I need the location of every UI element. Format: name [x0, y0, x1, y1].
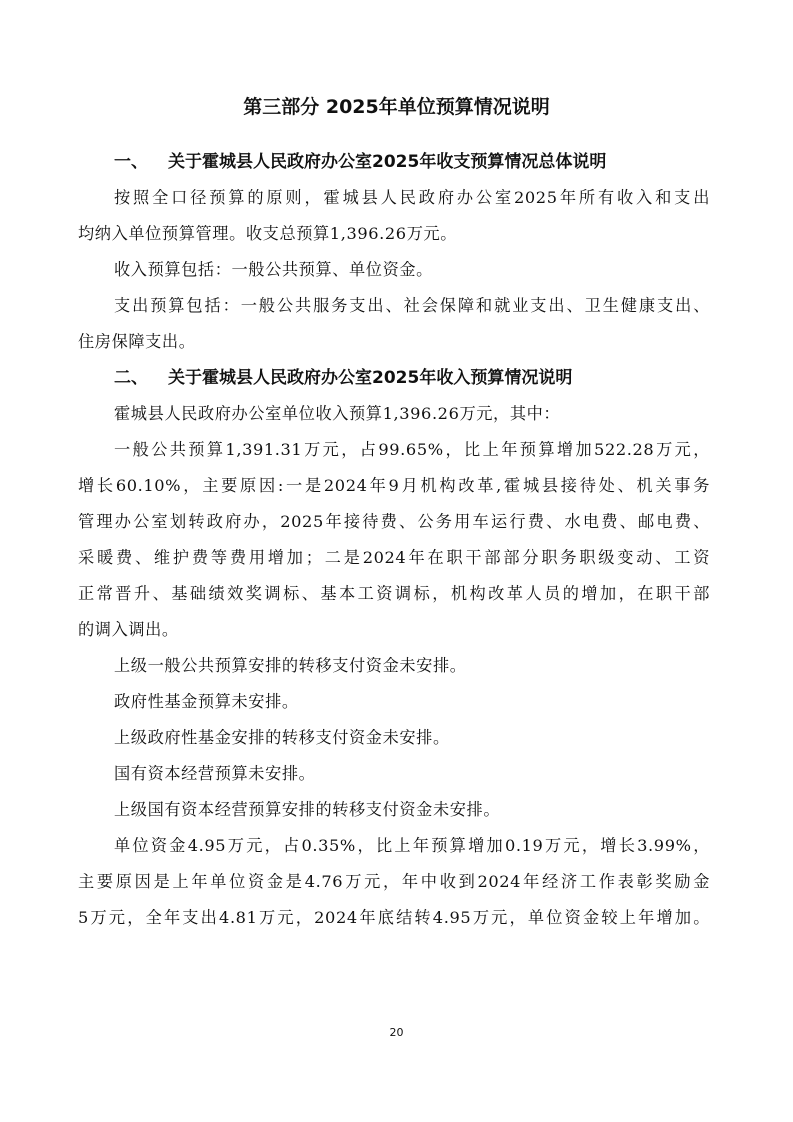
section-1-paragraph-2: 收入预算包括：一般公共预算、单位资金。	[114, 260, 433, 279]
section-2-paragraph-5: 上级政府性基金安排的转移支付资金未安排。	[114, 728, 450, 747]
section-2-paragraph-6: 国有资本经营预算未安排。	[114, 764, 316, 783]
section-2-paragraph-2-line-6: 的调入调出。	[78, 620, 179, 639]
section-1-heading	[78, 144, 710, 180]
document-body	[78, 144, 710, 936]
section-2-paragraph-2-line-2: 增长60.10%，主要原因:一是2024年9月机构改革,霍城县接待处、机关事务	[78, 476, 710, 495]
section-2-paragraph-2-line-5: 正常晋升、基础绩效奖调标、基本工资调标，机构改革人员的增加，在职干部	[78, 584, 710, 603]
page-number: 20	[389, 1026, 404, 1039]
section-1-paragraph-3-line-2: 住房保障支出。	[78, 332, 196, 351]
section-2-heading	[78, 360, 710, 396]
section-2-title: 关于霍城县人民政府办公室2025年收入预算情况说明	[168, 368, 573, 388]
section-1-paragraph-1-line-1: 按照全口径预算的原则，霍城县人民政府办公室2025年所有收入和支出	[114, 188, 710, 207]
section-2-paragraph-2-line-4: 采暖费、维护费等费用增加；二是2024年在职干部部分职务职级变动、工资	[78, 548, 710, 567]
document-title: 第三部分 2025年单位预算情况说明	[243, 96, 550, 118]
section-2-paragraph-8-line-2: 主要原因是上年单位资金是4.76万元，年中收到2024年经济工作表彰奖励金	[78, 872, 710, 891]
section-2-paragraph-8-line-1: 单位资金4.95万元，占0.35%，比上年预算增加0.19万元，增长3.99%，	[114, 836, 710, 855]
section-2-paragraph-4: 政府性基金预算未安排。	[114, 692, 299, 711]
section-2-paragraph-3: 上级一般公共预算安排的转移支付资金未安排。	[114, 656, 467, 675]
section-2-paragraph-2-line-1: 一般公共预算1,391.31万元，占99.65%，比上年预算增加522.28万元，	[114, 440, 710, 459]
section-2-paragraph-8-line-3: 5万元，全年支出4.81万元，2024年底结转4.95万元，单位资金较上年增加。	[78, 908, 710, 927]
section-2-paragraph-1: 霍城县人民政府办公室单位收入预算1,396.26万元，其中：	[114, 404, 561, 423]
section-2-paragraph-2-line-3: 管理办公室划转政府办，2025年接待费、公务用车运行费、水电费、邮电费、	[78, 512, 710, 531]
section-1-paragraph-1-line-2: 均纳入单位预算管理。收支总预算1,396.26万元。	[78, 224, 458, 243]
section-2-number: 二、	[114, 368, 148, 388]
section-1-title: 关于霍城县人民政府办公室2025年收支预算情况总体说明	[168, 152, 607, 172]
section-2-paragraph-7: 上级国有资本经营预算安排的转移支付资金未安排。	[114, 800, 501, 819]
section-1-paragraph-3-line-1: 支出预算包括：一般公共服务支出、社会保障和就业支出、卫生健康支出、	[114, 296, 710, 315]
section-1-number: 一、	[114, 152, 148, 172]
